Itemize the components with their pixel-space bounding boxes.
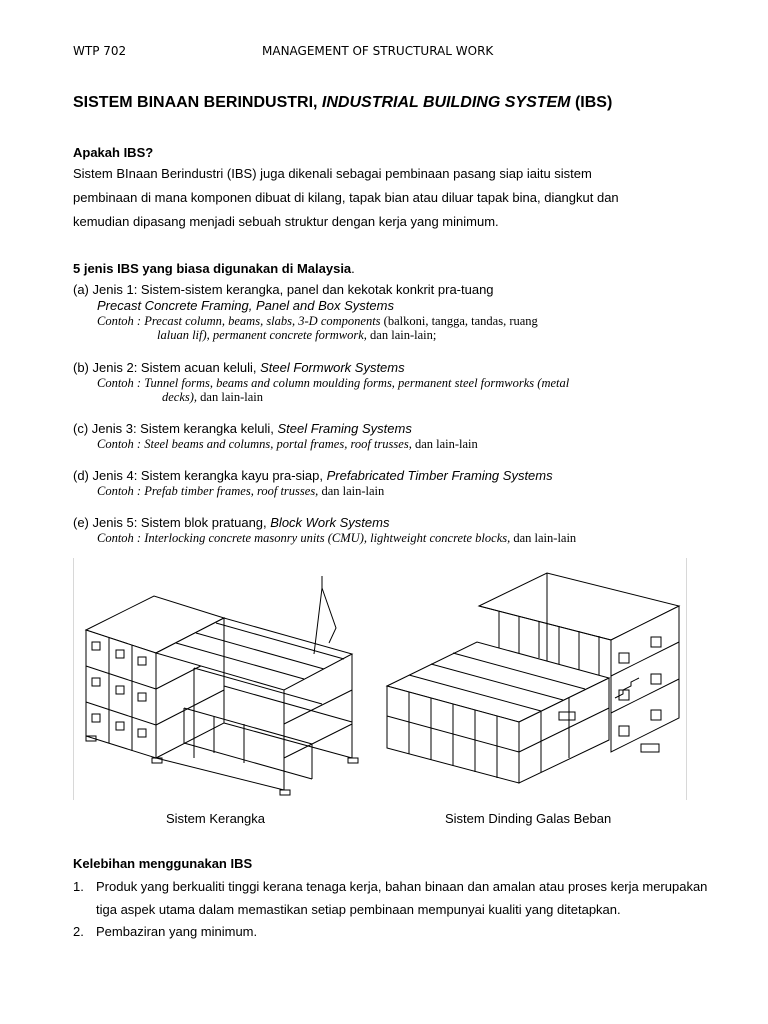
type-english: Steel Framing Systems <box>277 421 412 436</box>
frame-system-caption: Sistem Kerangka <box>166 811 265 826</box>
type-english: Steel Formwork Systems <box>260 360 405 375</box>
figure-panel <box>73 558 687 800</box>
example-rest: dan lain-lain; <box>366 328 437 342</box>
type-example <box>73 531 576 545</box>
example-rest: (balkoni, tangga, tandas, ruang <box>380 314 538 328</box>
type-lead <box>73 421 478 437</box>
type-lead-text: (b) Jenis 2: Sistem acuan keluli, <box>73 360 261 375</box>
list-text: Pembaziran yang minimum. <box>96 924 258 939</box>
title-malay: SISTEM BINAAN BERINDUSTRI, <box>73 94 322 111</box>
list-number: 2. <box>73 924 84 939</box>
types-heading <box>73 261 355 276</box>
advantages-list <box>73 876 713 944</box>
type-lead <box>73 515 576 531</box>
advantages-heading: Kelebihan menggunakan IBS <box>73 856 253 871</box>
type-lead <box>73 360 569 376</box>
what-heading: Apakah IBS? <box>73 145 154 160</box>
list-number: 1. <box>73 879 84 894</box>
types-heading-text: 5 jenis IBS yang biasa digunakan di Malaysia <box>73 261 352 276</box>
type-item-e <box>73 515 576 545</box>
course-title: MANAGEMENT OF STRUCTURAL WORK <box>262 44 494 58</box>
list-text: Produk yang berkualiti tinggi kerana tenaga kerja, bahan binaan dan amalan atau proses kerja merupakan tiga aspek utama dalam memastikan setiap pembinaan mempunyai kualiti yang ditetapkan. <box>96 879 708 917</box>
example-italic: laluan lif), permanent concrete formwork, <box>157 328 367 342</box>
example-rest: dan lain-lain <box>197 390 263 404</box>
type-item-c <box>73 421 478 451</box>
type-example <box>73 314 538 328</box>
list-item <box>73 876 713 921</box>
type-example <box>73 376 569 390</box>
example-italic: Prefab timber frames, roof trusses, <box>144 484 319 498</box>
document-code: WTP 702 <box>73 44 127 58</box>
types-heading-end: . <box>351 261 355 276</box>
what-line: pembinaan di mana komponen dibuat di kilang, tapak bian atau diluar tapak bina, diangkut dan <box>73 190 619 205</box>
example-label: Contoh : <box>97 314 145 328</box>
example-rest: dan lain-lain <box>510 531 577 545</box>
type-lead-text: (c) Jenis 3: Sistem kerangka keluli, <box>73 421 278 436</box>
load-bearing-wall-illustration <box>379 558 685 800</box>
example-italic: Precast column, beams, slabs, 3-D components <box>144 314 381 328</box>
type-lead: (a) Jenis 1: Sistem-sistem kerangka, panel dan kekotak konkrit pra-tuang <box>73 282 494 297</box>
example-italic: Steel beams and columns, portal frames, roof trusses, <box>144 437 412 451</box>
type-item-b <box>73 360 569 404</box>
what-paragraph <box>73 162 713 234</box>
type-example-cont <box>73 390 569 404</box>
example-rest: dan lain-lain <box>318 484 385 498</box>
example-label: Contoh : <box>97 437 145 451</box>
title-abbr: (IBS) <box>570 94 613 111</box>
list-item <box>73 921 713 944</box>
type-english: Precast Concrete Framing, Panel and Box Systems <box>97 298 394 313</box>
example-rest: dan lain-lain <box>411 437 478 451</box>
type-example <box>73 484 553 498</box>
frame-system-illustration <box>74 558 374 800</box>
example-italic: decks), <box>162 390 198 404</box>
wall-system-caption: Sistem Dinding Galas Beban <box>445 811 612 826</box>
type-english: Block Work Systems <box>270 515 390 530</box>
type-english: Prefabricated Timber Framing Systems <box>326 468 553 483</box>
page-title <box>73 94 612 112</box>
type-example <box>73 437 478 451</box>
example-label: Contoh : <box>97 484 145 498</box>
example-label: Contoh : <box>97 531 145 545</box>
type-lead <box>73 468 553 484</box>
what-line: kemudian dipasang menjadi sebuah struktur dengan kerja yang minimum. <box>73 214 499 229</box>
example-label: Contoh : <box>97 376 145 390</box>
type-item-a <box>73 282 538 342</box>
type-example-cont <box>73 328 538 342</box>
title-english: INDUSTRIAL BUILDING SYSTEM <box>321 94 571 111</box>
example-italic: Tunnel forms, beams and column moulding forms, permanent steel formworks (metal <box>144 376 570 390</box>
type-item-d <box>73 468 553 498</box>
what-line: Sistem BInaan Berindustri (IBS) juga dikenali sebagai pembinaan pasang siap iaitu sistem <box>73 166 592 181</box>
example-italic: Interlocking concrete masonry units (CMU), lightweight concrete blocks, <box>144 531 511 545</box>
type-lead-text: (d) Jenis 4: Sistem kerangka kayu pra-siap, <box>73 468 327 483</box>
type-lead-text: (e) Jenis 5: Sistem blok pratuang, <box>73 515 271 530</box>
